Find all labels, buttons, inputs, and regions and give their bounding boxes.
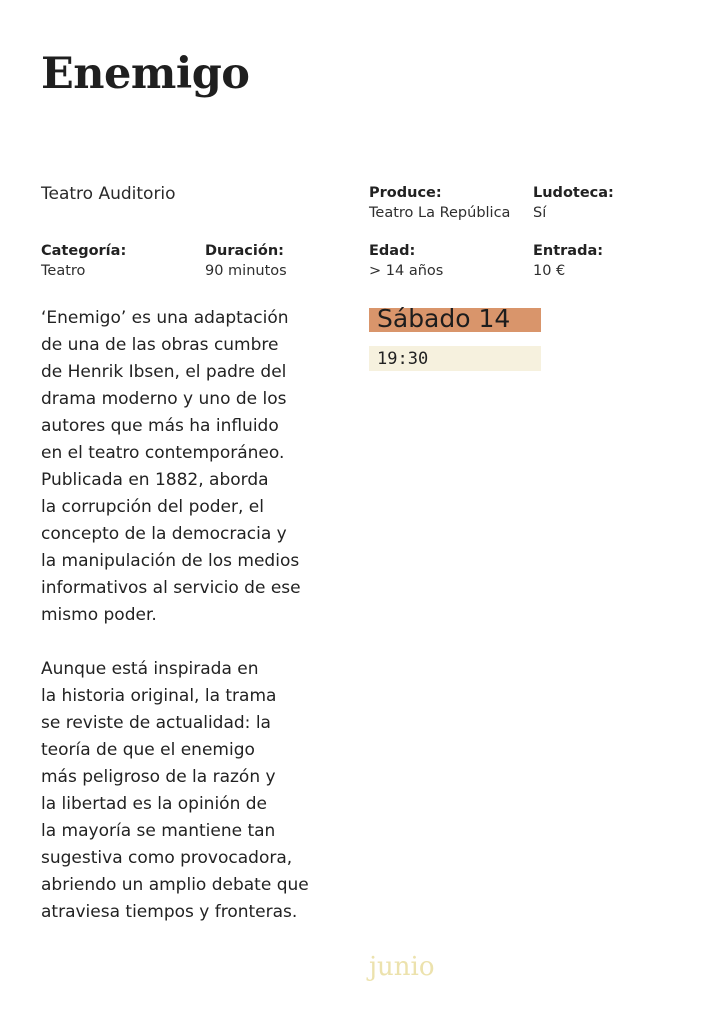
entry-value: 10 € xyxy=(533,263,566,279)
ludoteca-value: Sí xyxy=(533,205,547,221)
event-description xyxy=(41,305,331,926)
producer-value: Teatro La República xyxy=(369,205,511,221)
producer-info xyxy=(369,183,529,224)
performance-day-label: Sábado 14 xyxy=(377,304,511,333)
ludoteca-info xyxy=(533,183,693,224)
duration-label: Duración: xyxy=(205,243,284,259)
entry-info xyxy=(533,241,693,282)
venue-name: Teatro Auditorio xyxy=(41,184,176,204)
description-paragraph: ‘Enemigo’ es una adaptación de una de las obras cumbre de Henrik Ibsen, el padre del drama moderno y uno de los autores que más ha influido en el teatro contemporáneo. Publicada en 1882, aborda la corrupción del poder, el concepto de la democracia y la manipulación de los medios informativos al servicio de ese mismo poder. xyxy=(41,308,301,625)
performance-time-label: 19:30 xyxy=(377,349,429,369)
duration-info xyxy=(205,241,365,282)
month-label: junio xyxy=(369,952,435,982)
category-label: Categoría: xyxy=(41,243,127,259)
ludoteca-label: Ludoteca: xyxy=(533,185,614,201)
performance-day xyxy=(369,304,541,333)
entry-label: Entrada: xyxy=(533,243,604,259)
age-label: Edad: xyxy=(369,243,416,259)
category-info xyxy=(41,241,201,282)
duration-value: 90 minutos xyxy=(205,263,287,279)
description-paragraph: Aunque está inspirada en la historia original, la trama se reviste de actualidad: la teoría de que el enemigo más peligroso de la razón y la libertad es la opinión de la mayoría se mantiene tan sugestiva como provocadora, abriendo un amplio debate que atraviesa tiempos y fronteras. xyxy=(41,659,309,922)
performance-time xyxy=(369,346,541,371)
producer-label: Produce: xyxy=(369,185,442,201)
category-value: Teatro xyxy=(41,263,86,279)
page-title: Enemigo xyxy=(41,49,250,99)
age-info xyxy=(369,241,529,282)
age-value: > 14 años xyxy=(369,263,444,279)
